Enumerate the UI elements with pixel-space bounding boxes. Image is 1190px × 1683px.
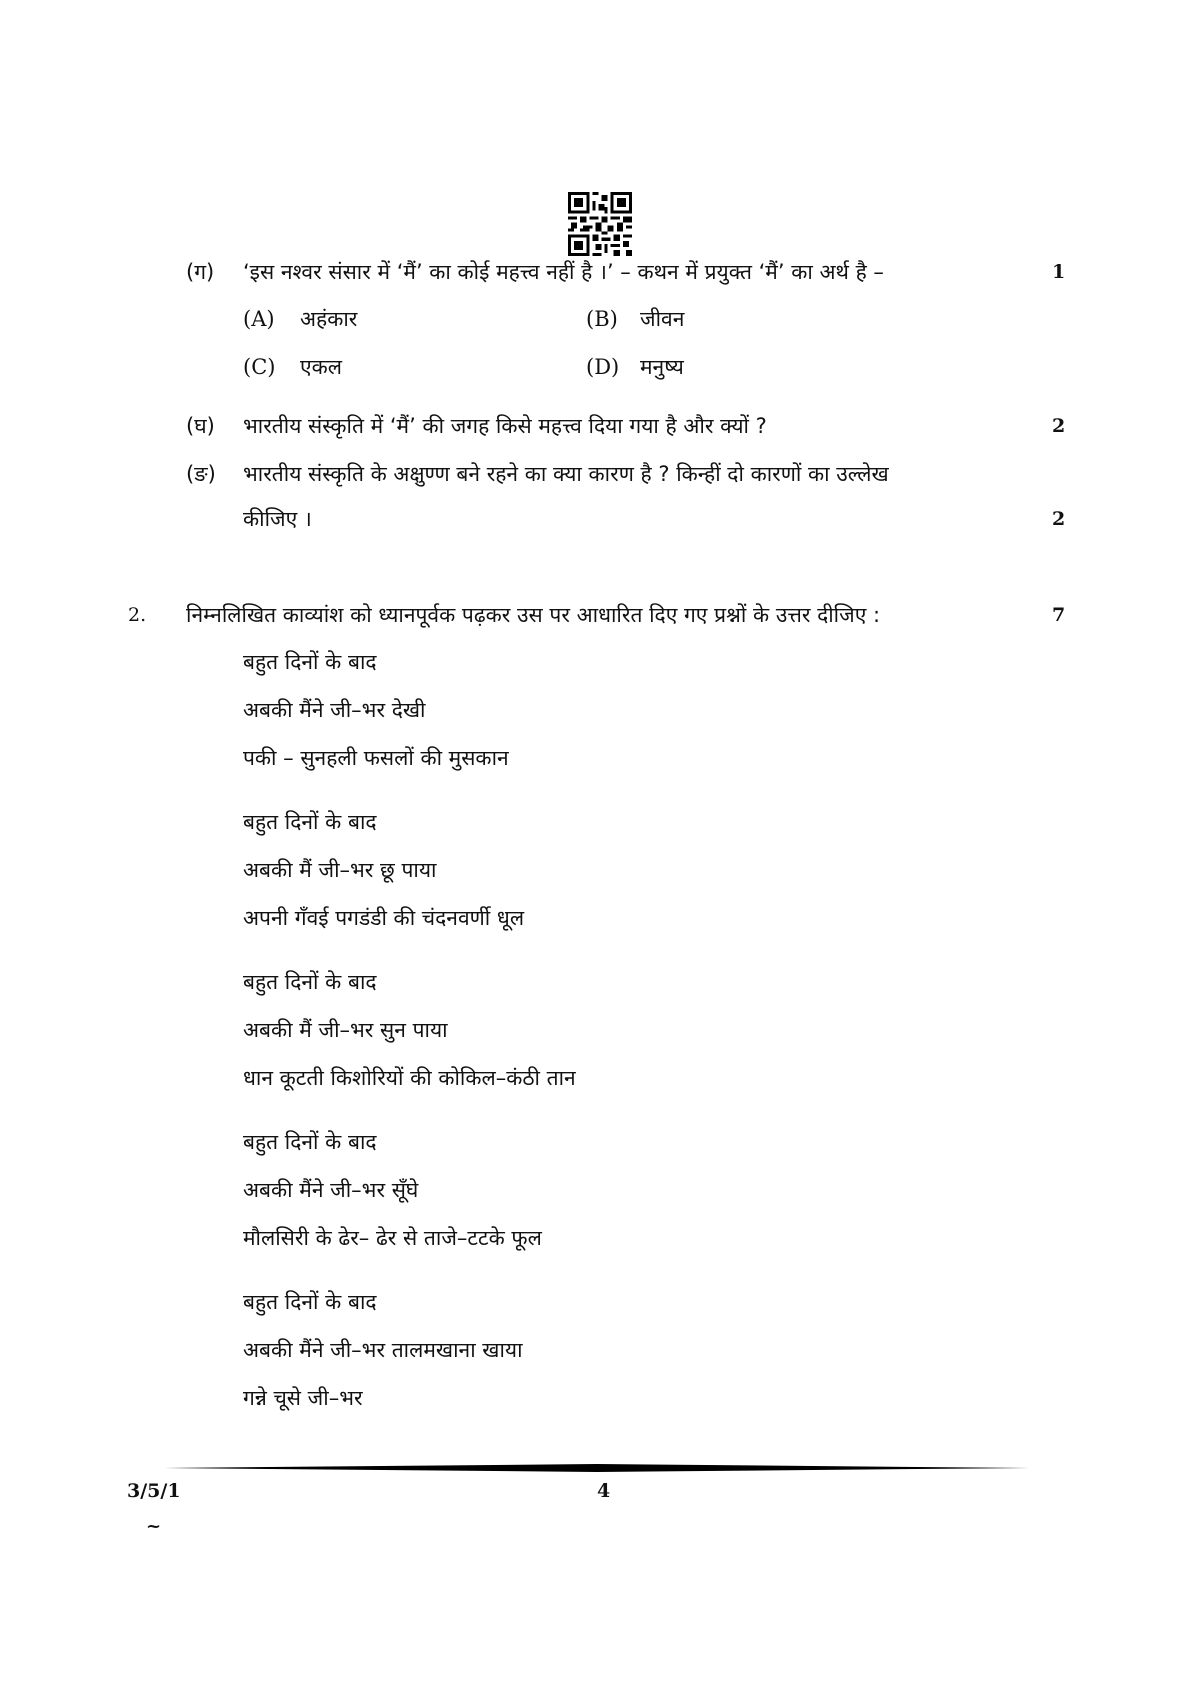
poem-line: अबकी मैंने जी–भर सूँघे	[243, 1178, 419, 1202]
marks: 1	[1052, 261, 1066, 283]
poem-line: बहुत दिनों के बाद	[243, 650, 377, 674]
poem-line: बहुत दिनों के बाद	[243, 970, 377, 994]
poem-line: गन्ने चूसे जी–भर	[243, 1386, 363, 1410]
marks: 2	[1052, 415, 1066, 437]
question-instruction: निम्नलिखित काव्यांश को ध्यानपूर्वक पढ़कर उस पर आधारित दिए गए प्रश्नों के उत्तर दीजिए :	[186, 603, 881, 627]
poem-line: अबकी मैं जी–भर सुन पाया	[243, 1018, 448, 1042]
paper-code: 3/5/1	[127, 1480, 181, 1502]
qr-code-icon	[568, 192, 632, 256]
part-label: (ङ)	[186, 462, 216, 486]
question-text: भारतीय संस्कृति में ‘मैं’ की जगह किसे महत्त्व दिया गया है और क्यों ?	[243, 414, 767, 438]
poem-line: अपनी गँवई पगडंडी की चंदनवर्णी धूल	[243, 906, 525, 930]
poem-line: अबकी मैं जी–भर छू पाया	[243, 858, 437, 882]
question-text-continued: कीजिए ।	[243, 507, 312, 531]
option-text: अहंकार	[300, 307, 358, 331]
part-label: (घ)	[186, 414, 215, 438]
marks: 7	[1052, 604, 1066, 626]
option-text: जीवन	[640, 307, 685, 331]
option-key: (C)	[243, 355, 276, 379]
poem-line: बहुत दिनों के बाद	[243, 1130, 377, 1154]
footer-divider	[164, 1464, 1030, 1472]
question-text: भारतीय संस्कृति के अक्षुण्ण बने रहने का क्या कारण है ? किन्हीं दो कारणों का उल्लेख	[243, 462, 889, 486]
page-number: 4	[597, 1480, 611, 1502]
poem-line: मौलसिरी के ढेर– ढेर से ताजे–टटके फूल	[243, 1226, 542, 1250]
option-key: (A)	[243, 307, 275, 331]
poem-line: बहुत दिनों के बाद	[243, 810, 377, 834]
option-key: (B)	[586, 307, 618, 331]
tilde-mark: ~	[146, 1516, 162, 1537]
option-key: (D)	[586, 355, 620, 379]
poem-line: धान कूटती किशोरियों की कोकिल–कंठी तान	[243, 1066, 576, 1090]
poem-line: अबकी मैंने जी–भर तालमखाना खाया	[243, 1338, 523, 1362]
option-text: मनुष्य	[640, 355, 684, 379]
part-label: (ग)	[186, 260, 215, 284]
question-text: ‘इस नश्वर संसार में ‘मैं’ का कोई महत्त्व नहीं है ।’ – कथन में प्रयुक्त ‘मैं’ का अर्थ है –	[243, 260, 884, 284]
marks: 2	[1052, 508, 1066, 530]
poem-line: अबकी मैंने जी–भर देखी	[243, 698, 426, 722]
option-text: एकल	[300, 355, 342, 379]
poem-line: बहुत दिनों के बाद	[243, 1290, 377, 1314]
question-number: 2.	[128, 604, 147, 626]
poem-line: पकी – सुनहली फसलों की मुसकान	[243, 746, 509, 770]
